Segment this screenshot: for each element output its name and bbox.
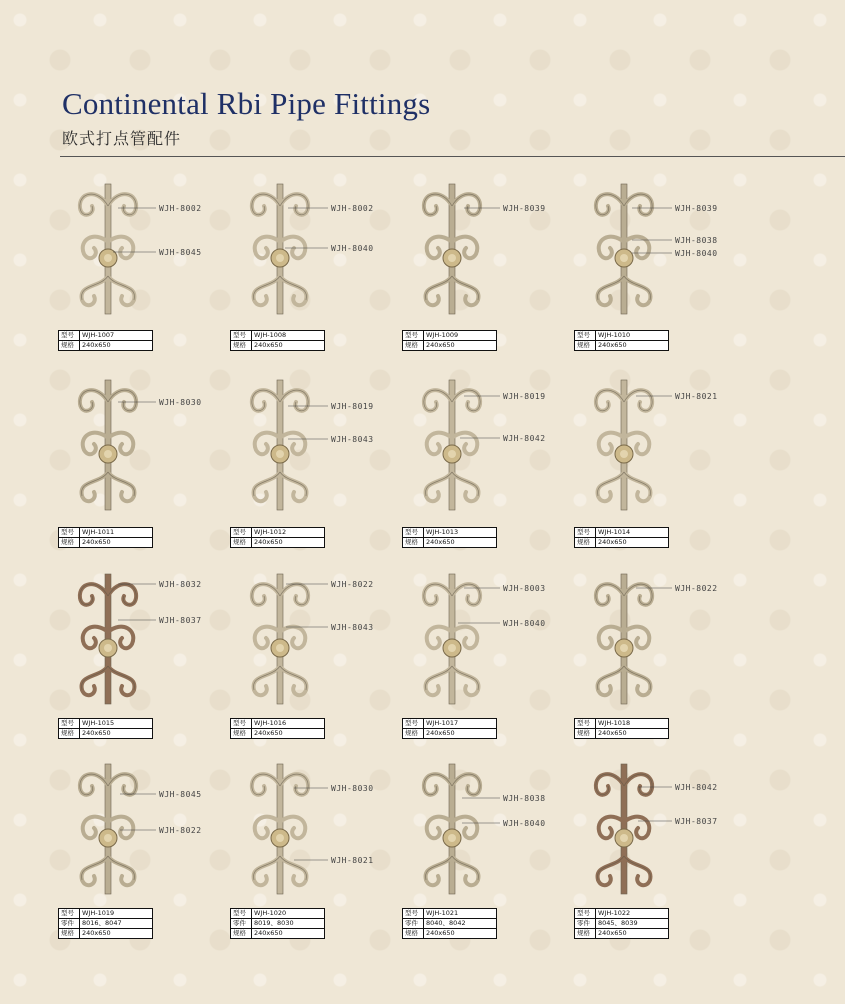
fitting-illustration (574, 376, 746, 521)
spec-value: 240x650 (596, 538, 669, 548)
spec-key: 型号 (231, 719, 252, 729)
spec-key: 型号 (575, 719, 596, 729)
part-callout-label: WJH-8032 (159, 580, 202, 589)
part-callout-label: WJH-8019 (503, 392, 546, 401)
part-callout-label: WJH-8021 (675, 392, 718, 401)
spec-row (231, 929, 325, 939)
spec-row (59, 729, 153, 739)
spec-row (59, 909, 153, 919)
fitting-illustration (58, 570, 230, 715)
part-callout-label: WJH-8021 (331, 856, 374, 865)
spec-row (403, 929, 497, 939)
spec-key: 型号 (403, 909, 424, 919)
spec-row (575, 528, 669, 538)
product-card (230, 570, 402, 760)
spec-value: 240x650 (80, 929, 153, 939)
spec-key: 型号 (59, 719, 80, 729)
spec-table (230, 908, 325, 939)
part-callout-label: WJH-8022 (675, 584, 718, 593)
spec-table (230, 718, 325, 739)
product-card (574, 180, 746, 370)
spec-row (231, 341, 325, 351)
spec-value: 240x650 (596, 729, 669, 739)
spec-value: 240x650 (424, 538, 497, 548)
part-callout-label: WJH-8022 (159, 826, 202, 835)
spec-table (58, 527, 153, 548)
spec-key: 规格 (575, 538, 596, 548)
spec-key: 型号 (575, 909, 596, 919)
spec-value: WJH-1010 (596, 331, 669, 341)
spec-table (402, 330, 497, 351)
spec-key: 型号 (403, 331, 424, 341)
spec-value: WJH-1021 (424, 909, 497, 919)
fitting-illustration (402, 760, 574, 905)
spec-key: 规格 (575, 929, 596, 939)
part-callout-label: WJH-8042 (675, 783, 718, 792)
spec-row (231, 528, 325, 538)
spec-row (575, 538, 669, 548)
spec-key: 规格 (403, 538, 424, 548)
product-card (574, 570, 746, 760)
product-card (230, 180, 402, 370)
spec-key: 规格 (575, 729, 596, 739)
spec-row (403, 538, 497, 548)
spec-key: 型号 (59, 909, 80, 919)
spec-key: 型号 (231, 331, 252, 341)
spec-table (58, 718, 153, 739)
spec-key: 零件 (575, 919, 596, 929)
spec-value: 240x650 (252, 538, 325, 548)
spec-table (58, 330, 153, 351)
fitting-illustration (574, 570, 746, 715)
part-callout-label: WJH-8040 (503, 819, 546, 828)
spec-value: 240x650 (252, 341, 325, 351)
spec-key: 规格 (59, 341, 80, 351)
spec-key: 规格 (231, 341, 252, 351)
spec-key: 规格 (403, 729, 424, 739)
spec-table (230, 330, 325, 351)
product-card (574, 760, 746, 950)
spec-value: WJH-1019 (80, 909, 153, 919)
spec-row (403, 909, 497, 919)
page-title: Continental Rbi Pipe Fittings (62, 86, 431, 121)
spec-value: WJH-1012 (252, 528, 325, 538)
spec-row (403, 528, 497, 538)
spec-value: WJH-1013 (424, 528, 497, 538)
part-callout-label: WJH-8043 (331, 623, 374, 632)
page-subtitle: 欧式打点管配件 (62, 129, 182, 148)
spec-table (574, 527, 669, 548)
product-card (402, 570, 574, 760)
part-callout-label: WJH-8003 (503, 584, 546, 593)
spec-row (59, 919, 153, 929)
spec-value: WJH-1017 (424, 719, 497, 729)
spec-row (403, 331, 497, 341)
spec-row (575, 729, 669, 739)
fitting-illustration (402, 570, 574, 715)
part-callout-label: WJH-8037 (159, 616, 202, 625)
spec-value: 240x650 (424, 341, 497, 351)
spec-row (575, 719, 669, 729)
spec-table (574, 330, 669, 351)
spec-value: 8019、8030 (252, 919, 325, 929)
spec-key: 规格 (231, 729, 252, 739)
spec-value: WJH-1008 (252, 331, 325, 341)
spec-value: WJH-1014 (596, 528, 669, 538)
spec-table (402, 718, 497, 739)
product-card (230, 376, 402, 566)
spec-key: 零件 (403, 919, 424, 929)
spec-row (231, 729, 325, 739)
spec-value: WJH-1022 (596, 909, 669, 919)
spec-value: 240x650 (596, 341, 669, 351)
spec-value: 240x650 (424, 929, 497, 939)
fitting-illustration (230, 180, 402, 325)
spec-key: 规格 (403, 341, 424, 351)
product-card (402, 180, 574, 370)
fitting-illustration (574, 760, 746, 905)
spec-row (59, 528, 153, 538)
part-callout-label: WJH-8022 (331, 580, 374, 589)
spec-key: 规格 (403, 929, 424, 939)
spec-value: 8040、8042 (424, 919, 497, 929)
spec-key: 规格 (575, 341, 596, 351)
spec-value: 8016、8047 (80, 919, 153, 929)
spec-table (58, 908, 153, 939)
product-card (574, 376, 746, 566)
product-card (230, 760, 402, 950)
part-callout-label: WJH-8019 (331, 402, 374, 411)
spec-row (403, 729, 497, 739)
spec-key: 型号 (403, 719, 424, 729)
part-callout-label: WJH-8038 (503, 794, 546, 803)
fitting-illustration (574, 180, 746, 325)
spec-value: WJH-1020 (252, 909, 325, 919)
spec-key: 零件 (59, 919, 80, 929)
fitting-illustration (58, 376, 230, 521)
spec-row (403, 919, 497, 929)
part-callout-label: WJH-8030 (331, 784, 374, 793)
part-callout-label: WJH-8038 (675, 236, 718, 245)
spec-key: 规格 (59, 729, 80, 739)
spec-key: 零件 (231, 919, 252, 929)
spec-table (402, 908, 497, 939)
part-callout-label: WJH-8037 (675, 817, 718, 826)
spec-row (231, 719, 325, 729)
spec-key: 型号 (575, 331, 596, 341)
spec-value: WJH-1007 (80, 331, 153, 341)
part-callout-label: WJH-8040 (503, 619, 546, 628)
spec-value: WJH-1016 (252, 719, 325, 729)
spec-row (403, 341, 497, 351)
spec-key: 型号 (59, 331, 80, 341)
part-callout-label: WJH-8043 (331, 435, 374, 444)
part-callout-label: WJH-8040 (675, 249, 718, 258)
spec-value: 240x650 (80, 729, 153, 739)
spec-value: WJH-1015 (80, 719, 153, 729)
spec-key: 型号 (231, 528, 252, 538)
fitting-illustration (402, 180, 574, 325)
spec-row (575, 929, 669, 939)
product-card (58, 570, 230, 760)
spec-row (59, 719, 153, 729)
spec-table (574, 908, 669, 939)
spec-row (231, 538, 325, 548)
part-callout-label: WJH-8039 (675, 204, 718, 213)
part-callout-label: WJH-8002 (159, 204, 202, 213)
part-callout-label: WJH-8045 (159, 248, 202, 257)
fitting-illustration (402, 376, 574, 521)
product-card (402, 760, 574, 950)
spec-key: 型号 (59, 528, 80, 538)
spec-value: WJH-1018 (596, 719, 669, 729)
spec-table (402, 527, 497, 548)
spec-value: 240x650 (252, 929, 325, 939)
spec-key: 型号 (231, 909, 252, 919)
spec-key: 型号 (403, 528, 424, 538)
spec-row (575, 909, 669, 919)
spec-value: WJH-1011 (80, 528, 153, 538)
spec-table (230, 527, 325, 548)
part-callout-label: WJH-8030 (159, 398, 202, 407)
spec-row (231, 909, 325, 919)
spec-key: 规格 (59, 538, 80, 548)
product-card (58, 760, 230, 950)
product-card (402, 376, 574, 566)
spec-table (574, 718, 669, 739)
title-divider (60, 156, 845, 157)
spec-value: 8045、8039 (596, 919, 669, 929)
spec-row (59, 331, 153, 341)
spec-row (403, 719, 497, 729)
spec-row (575, 341, 669, 351)
spec-row (231, 919, 325, 929)
spec-value: 240x650 (80, 538, 153, 548)
fitting-illustration (230, 760, 402, 905)
spec-row (575, 919, 669, 929)
spec-key: 规格 (231, 929, 252, 939)
spec-key: 规格 (59, 929, 80, 939)
part-callout-label: WJH-8042 (503, 434, 546, 443)
fitting-illustration (230, 570, 402, 715)
spec-row (575, 331, 669, 341)
spec-row (59, 929, 153, 939)
product-card (58, 180, 230, 370)
spec-value: 240x650 (80, 341, 153, 351)
product-card (58, 376, 230, 566)
part-callout-label: WJH-8040 (331, 244, 374, 253)
fitting-illustration (230, 376, 402, 521)
part-callout-label: WJH-8045 (159, 790, 202, 799)
fitting-illustration (58, 180, 230, 325)
part-callout-label: WJH-8039 (503, 204, 546, 213)
spec-value: 240x650 (252, 729, 325, 739)
spec-row (231, 331, 325, 341)
fitting-illustration (58, 760, 230, 905)
spec-value: 240x650 (424, 729, 497, 739)
spec-value: 240x650 (596, 929, 669, 939)
spec-value: WJH-1009 (424, 331, 497, 341)
spec-key: 规格 (231, 538, 252, 548)
part-callout-label: WJH-8002 (331, 204, 374, 213)
spec-row (59, 341, 153, 351)
spec-key: 型号 (575, 528, 596, 538)
spec-row (59, 538, 153, 548)
